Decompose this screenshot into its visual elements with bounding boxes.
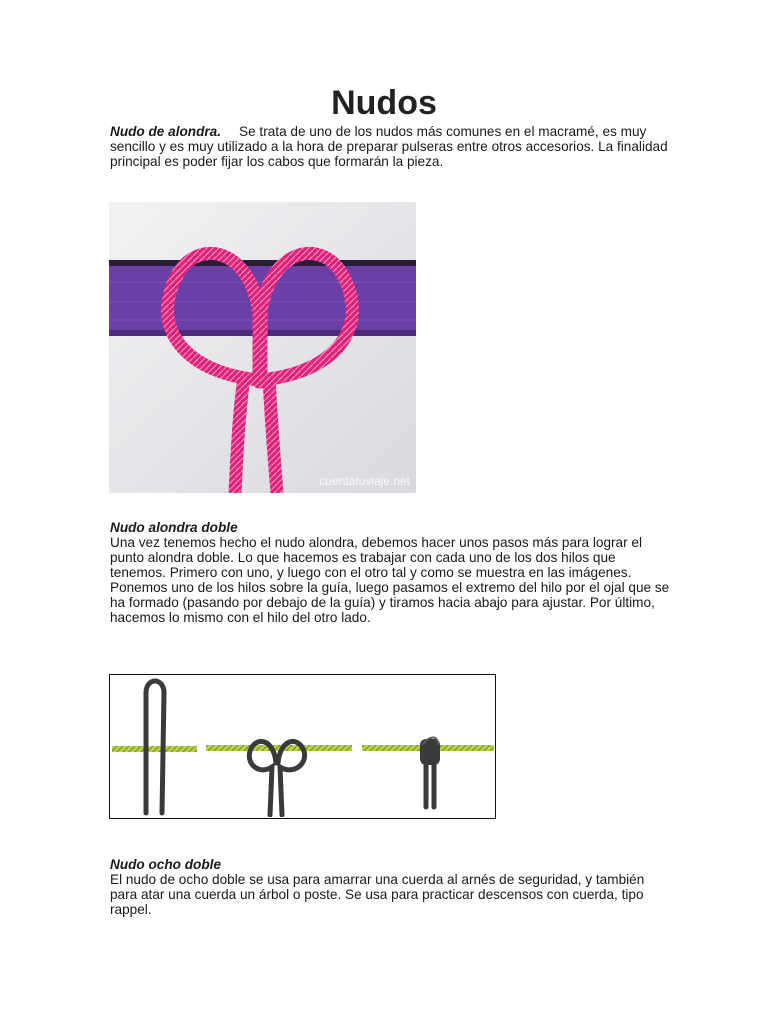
section-text: Se trata de uno de los nudos más comunes en el macramé, es muy sencillo y es muy utilizado a la hora de preparar pulseras entre otros accesorios. La finalidad principal es poder fijar los cabos que formarán la pieza.: [110, 124, 668, 169]
section-text: Una vez tenemos hecho el nudo alondra, debemos hacer unos pasos más para lograr el punto alondra doble. Lo que hacemos es trabajar con cada uno de los dos hilos que tenemos. Primero con uno, y luego con el otro tal y como se muestra en las imágenes. Ponemos uno de los hilos sobre la guía, luego pasamos el extremo del hilo por el ojal que se ha formado (pasando por debajo de la guía) y tiramos hacia abajo para ajustar. Por último, hacemos lo mismo con el hilo del otro lado.: [110, 535, 670, 625]
section-alondra: [110, 124, 670, 169]
section-heading: Nudo ocho doble: [110, 857, 222, 872]
section-text: El nudo de ocho doble se usa para amarrar una cuerda al arnés de seguridad, y también para atar una cuerda un árbol o poste. Se usa para practicar descensos con cuerda, tipo rappel.: [110, 872, 645, 917]
alondra-knot-photo: [109, 202, 416, 493]
page-title: Nudos: [331, 84, 437, 122]
watermark: cuentatuviaje.net: [319, 474, 410, 488]
knot-steps-photo: [109, 674, 496, 819]
section-alondra-doble: [110, 535, 670, 625]
section-heading: Nudo de alondra.: [110, 124, 222, 139]
section-ocho-doble: [110, 872, 655, 917]
section-heading: Nudo alondra doble: [110, 520, 238, 535]
